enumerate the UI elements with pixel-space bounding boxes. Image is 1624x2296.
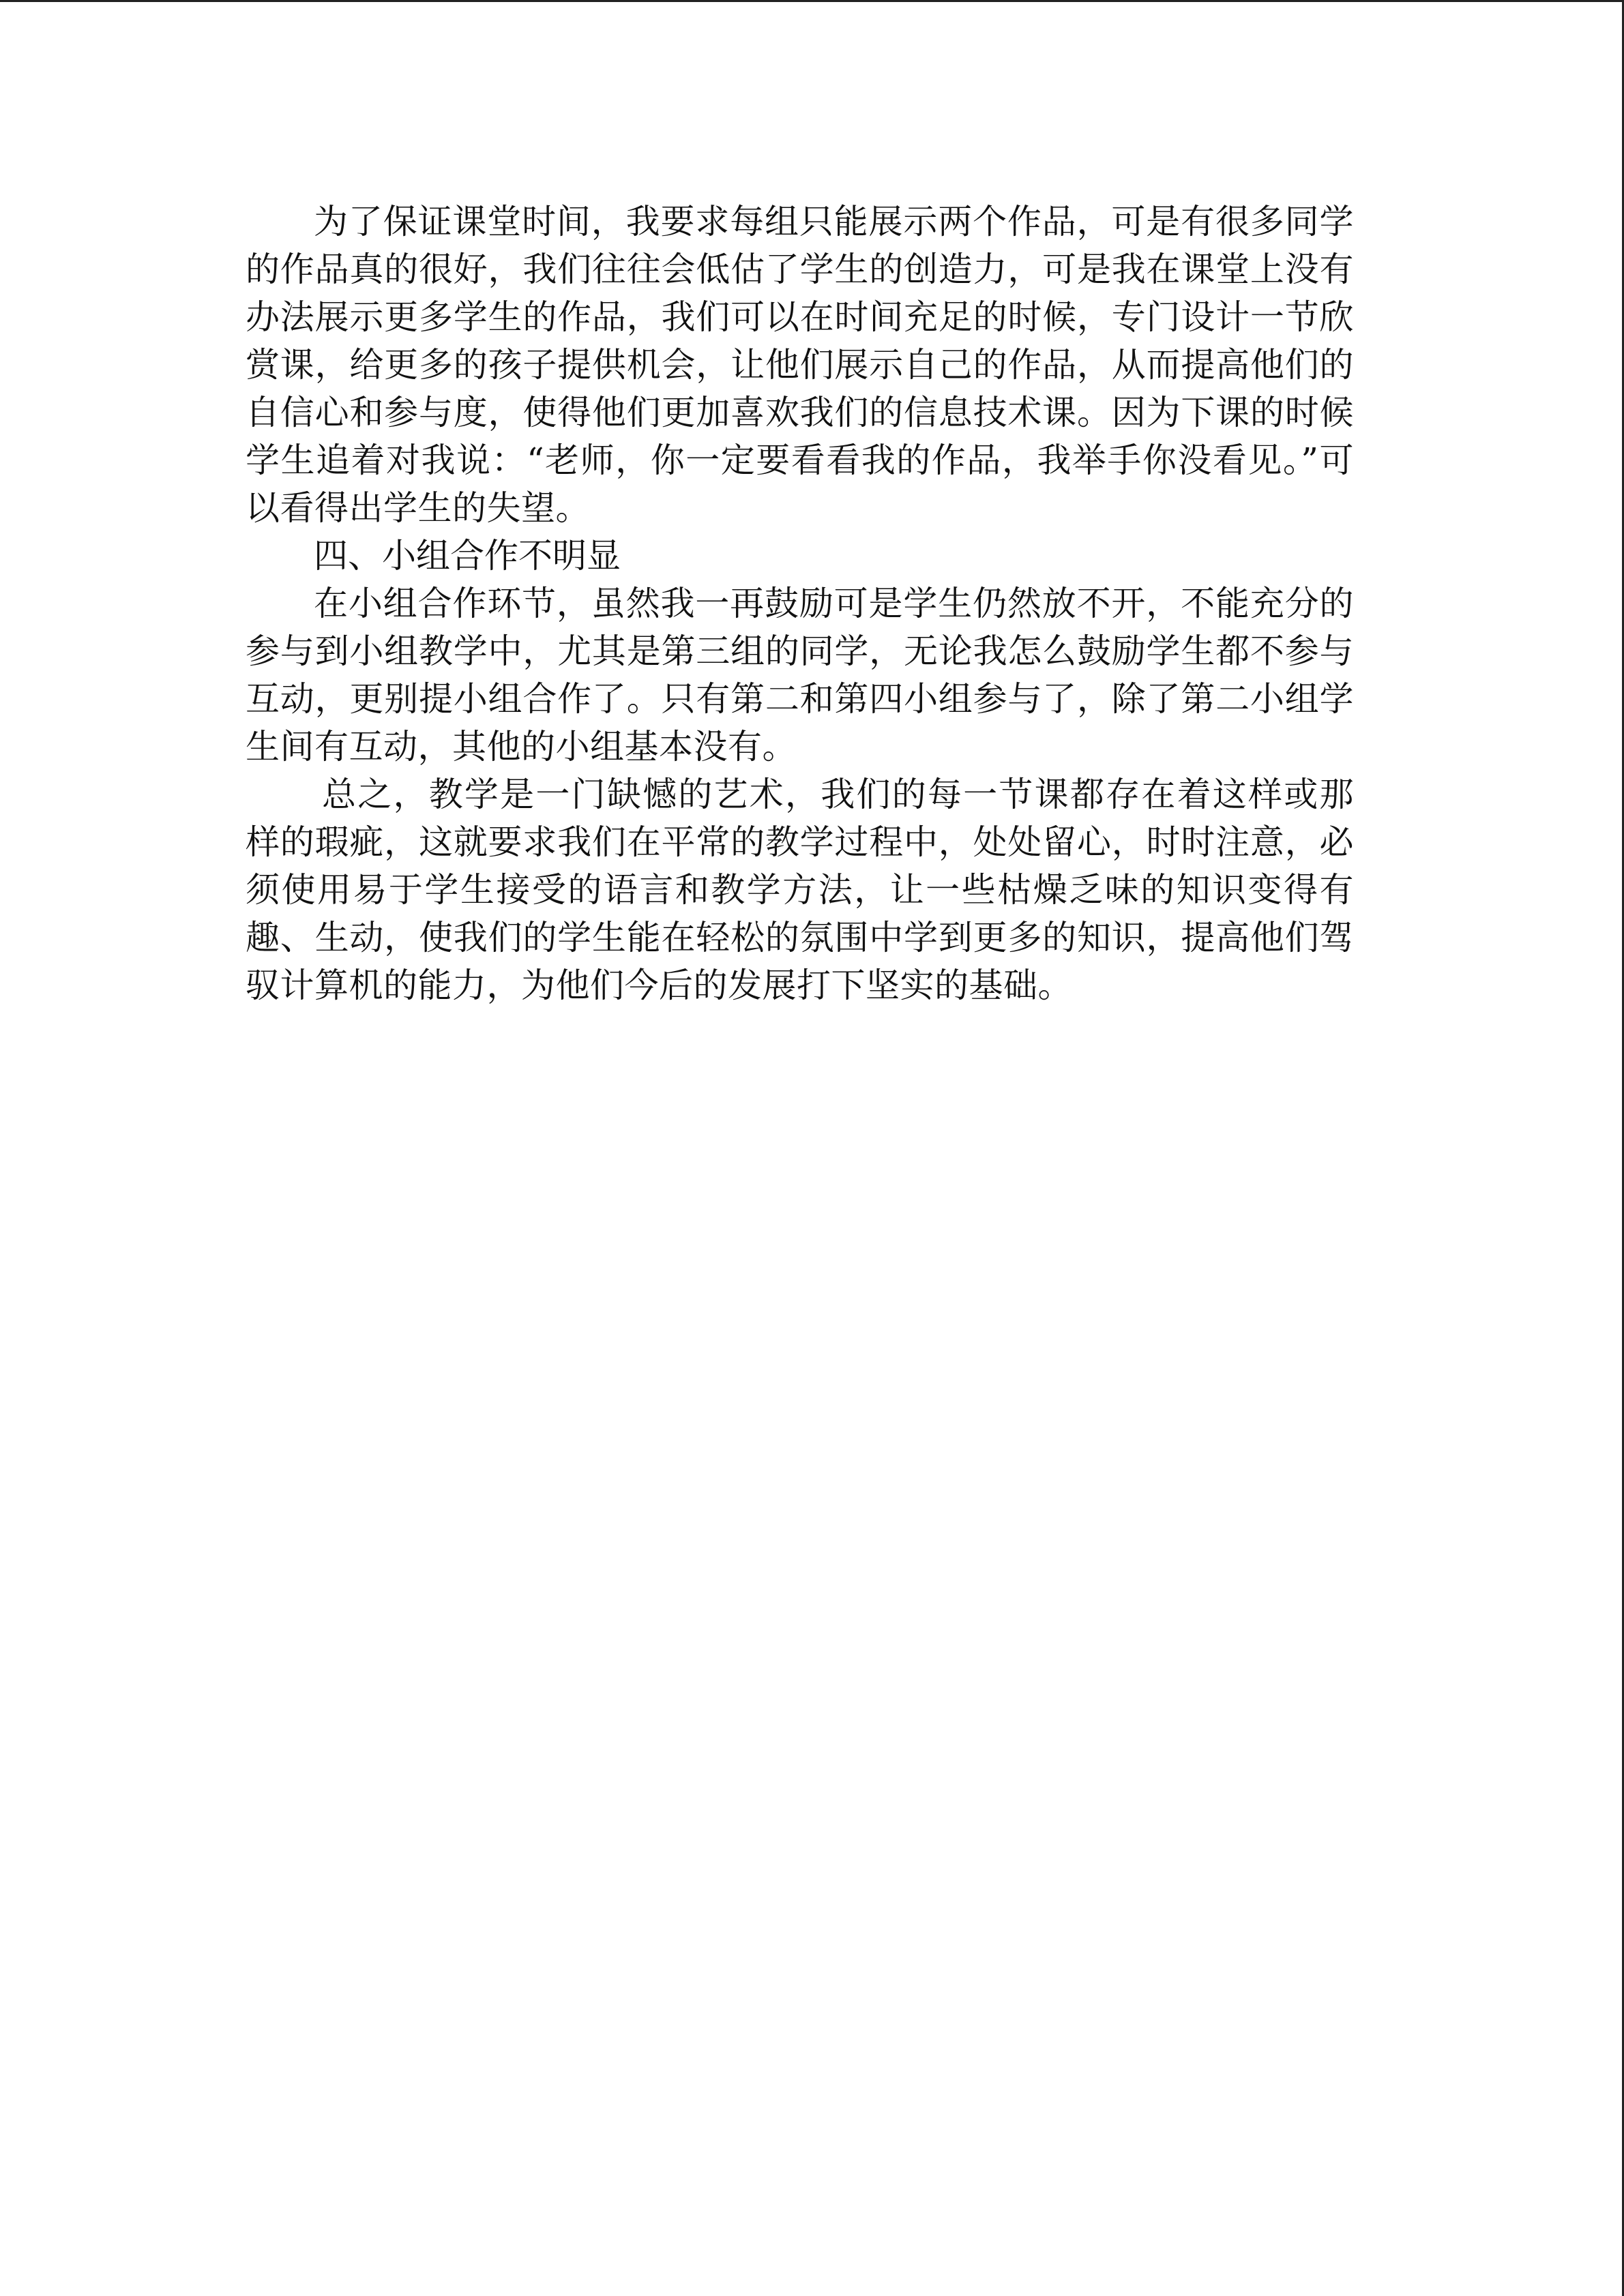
paragraph-conclusion: 总之，教学是一门缺憾的艺术，我们的每一节课都存在着这样或那样的瑕疵，这就要求我们在平常的教学过程中，处处留心，时时注意，必须使用易于学生接受的语言和教学方法，让一些枯燥乏味的知识变得有趣、生动，使我们的学生能在轻松的氛围中学到更多的知识，提高他们驾驭计算机的能力，为他们今后的发展打下坚实的基础。 (246, 775, 1354, 1005)
paragraph-group-cooperation: 在小组合作环节，虽然我一再鼓励可是学生仍然放不开，不能充分的参与到小组教学中，尤其是第三组的同学，无论我怎么鼓励学生都不参与互动，更别提小组合作了。只有第二和第四小组参与了，除了第二小组学生间有互动，其他的小组基本没有。 (246, 584, 1354, 766)
section-heading-group-cooperation: 四、小组合作不明显 (314, 536, 621, 576)
page-top-border (0, 0, 1624, 2)
paragraph-presentation-time: 为了保证课堂时间，我要求每组只能展示两个作品，可是有很多同学的作品真的很好，我们往往会低估了学生的创造力，可是我在课堂上没有办法展示更多学生的作品，我们可以在时间充足的时候，专门设计一节欣赏课，给更多的孩子提供机会，让他们展示自己的作品，从而提高他们的自信心和参与度，使得他们更加喜欢我们的信息技术课。因为下课的时候学生追着对我说：“老师，你一定要看看我的作品，我举手你没看见。”可以看得出学生的失望。 (246, 202, 1354, 528)
document-body (246, 198, 1354, 1009)
